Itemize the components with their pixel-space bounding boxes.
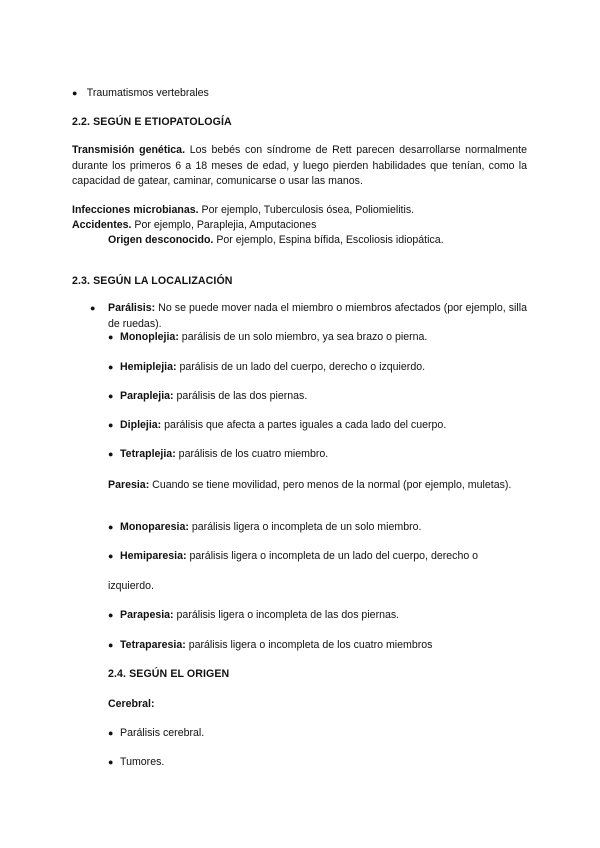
list-item-continuation: izquierdo.	[108, 580, 154, 592]
section-heading-2-4: 2.4. SEGÚN EL ORIGEN	[108, 668, 230, 680]
paresia-text: Cuando se tiene movilidad, pero menos de la normal (por ejemplo, muletas).	[149, 479, 512, 491]
accidents-label: Accidentes.	[72, 219, 132, 231]
list-item	[108, 756, 164, 769]
bullet-icon: ●	[108, 449, 114, 459]
item-text: Tumores.	[120, 756, 165, 768]
item-text: parálisis de las dos piernas.	[173, 390, 308, 402]
item-label: Tetraplejia:	[120, 448, 176, 460]
item-text: parálisis que afecta a partes iguales a cada lado del cuerpo.	[161, 419, 447, 431]
item-text: parálisis de un solo miembro, ya sea brazo o pierna.	[178, 331, 428, 343]
item-label: Parapesia:	[120, 609, 174, 621]
unknown-line	[108, 234, 444, 247]
list-item	[108, 390, 307, 403]
infections-line	[72, 204, 414, 217]
list-item	[72, 87, 209, 100]
paresia-label: Paresia:	[108, 479, 150, 491]
list-item	[108, 550, 478, 563]
item-text: parálisis ligera o incompleta de un solo miembro.	[188, 521, 422, 533]
infections-text: Por ejemplo, Tuberculosis ósea, Poliomielitis.	[198, 204, 415, 216]
list-item	[108, 727, 204, 740]
bullet-icon: ●	[108, 420, 114, 430]
item-text: parálisis de un lado del cuerpo, derecho o izquierdo.	[176, 361, 426, 373]
genetic-text: Los bebés con síndrome de Rett parecen desarrollarse normalmente durante los primeros 6 a 18 meses de edad, y luego pierden habilidades que tenían, como la capacidad de gatear, caminar, comunicarse o usar las manos.	[72, 144, 527, 187]
list-item	[108, 361, 425, 374]
item-text: parálisis ligera o incompleta de un lado del cuerpo, derecho o	[186, 550, 479, 562]
bullet-icon: ●	[108, 362, 114, 372]
bullet-icon: ●	[108, 551, 114, 561]
item-label: Monoplejia:	[120, 331, 179, 343]
section-heading-2-2: 2.2. SEGÚN E ETIOPATOLOGÍA	[72, 116, 232, 128]
item-label: Paraplejia:	[120, 390, 174, 402]
list-item	[108, 609, 399, 622]
infections-label: Infecciones microbianas.	[72, 204, 199, 216]
item-text: parálisis ligera o incompleta de los cuatro miembros	[185, 639, 433, 651]
bullet-icon: ●	[90, 303, 96, 313]
bullet-icon: ●	[108, 728, 114, 738]
unknown-text: Por ejemplo, Espina bífida, Escoliosis idiopática.	[213, 234, 444, 246]
bullet-icon: ●	[72, 88, 78, 98]
item-text: parálisis de los cuatro miembro.	[175, 448, 329, 460]
item-label: Hemiparesia:	[120, 550, 187, 562]
bullet-icon: ●	[108, 522, 114, 532]
bullet-icon: ●	[108, 757, 114, 767]
paralisis-text: No se puede mover nada el miembro o miembros afectados (por ejemplo, silla de ruedas).	[108, 302, 527, 330]
bullet-icon: ●	[108, 332, 114, 342]
bullet-icon: ●	[108, 610, 114, 620]
item-text: Parálisis cerebral.	[120, 727, 205, 739]
list-item	[108, 419, 446, 432]
subheading-cerebral: Cerebral:	[108, 698, 155, 710]
list-item	[108, 331, 427, 344]
item-text: parálisis ligera o incompleta de las dos piernas.	[173, 609, 400, 621]
section-heading-2-3: 2.3. SEGÚN LA LOCALIZACIÓN	[72, 275, 233, 287]
list-item	[108, 521, 421, 534]
item-label: Diplejia:	[120, 419, 162, 431]
bullet-icon: ●	[108, 391, 114, 401]
item-label: Monoparesia:	[120, 521, 189, 533]
list-item-text: Traumatismos vertebrales	[86, 87, 209, 99]
genetic-label: Transmisión genética.	[72, 144, 186, 156]
genetic-paragraph	[72, 143, 527, 190]
list-item	[108, 639, 432, 652]
item-label: Hemiplejia:	[120, 361, 177, 373]
list-item	[108, 448, 328, 461]
accidents-line	[72, 219, 316, 232]
paralisis-paragraph	[90, 301, 527, 332]
accidents-text: Por ejemplo, Paraplejia, Amputaciones	[131, 219, 317, 231]
bullet-icon: ●	[108, 640, 114, 650]
paralisis-label: Parálisis:	[108, 302, 156, 314]
paresia-paragraph	[108, 478, 527, 494]
item-label: Tetraparesia:	[120, 639, 186, 651]
unknown-label: Origen desconocido.	[108, 234, 214, 246]
